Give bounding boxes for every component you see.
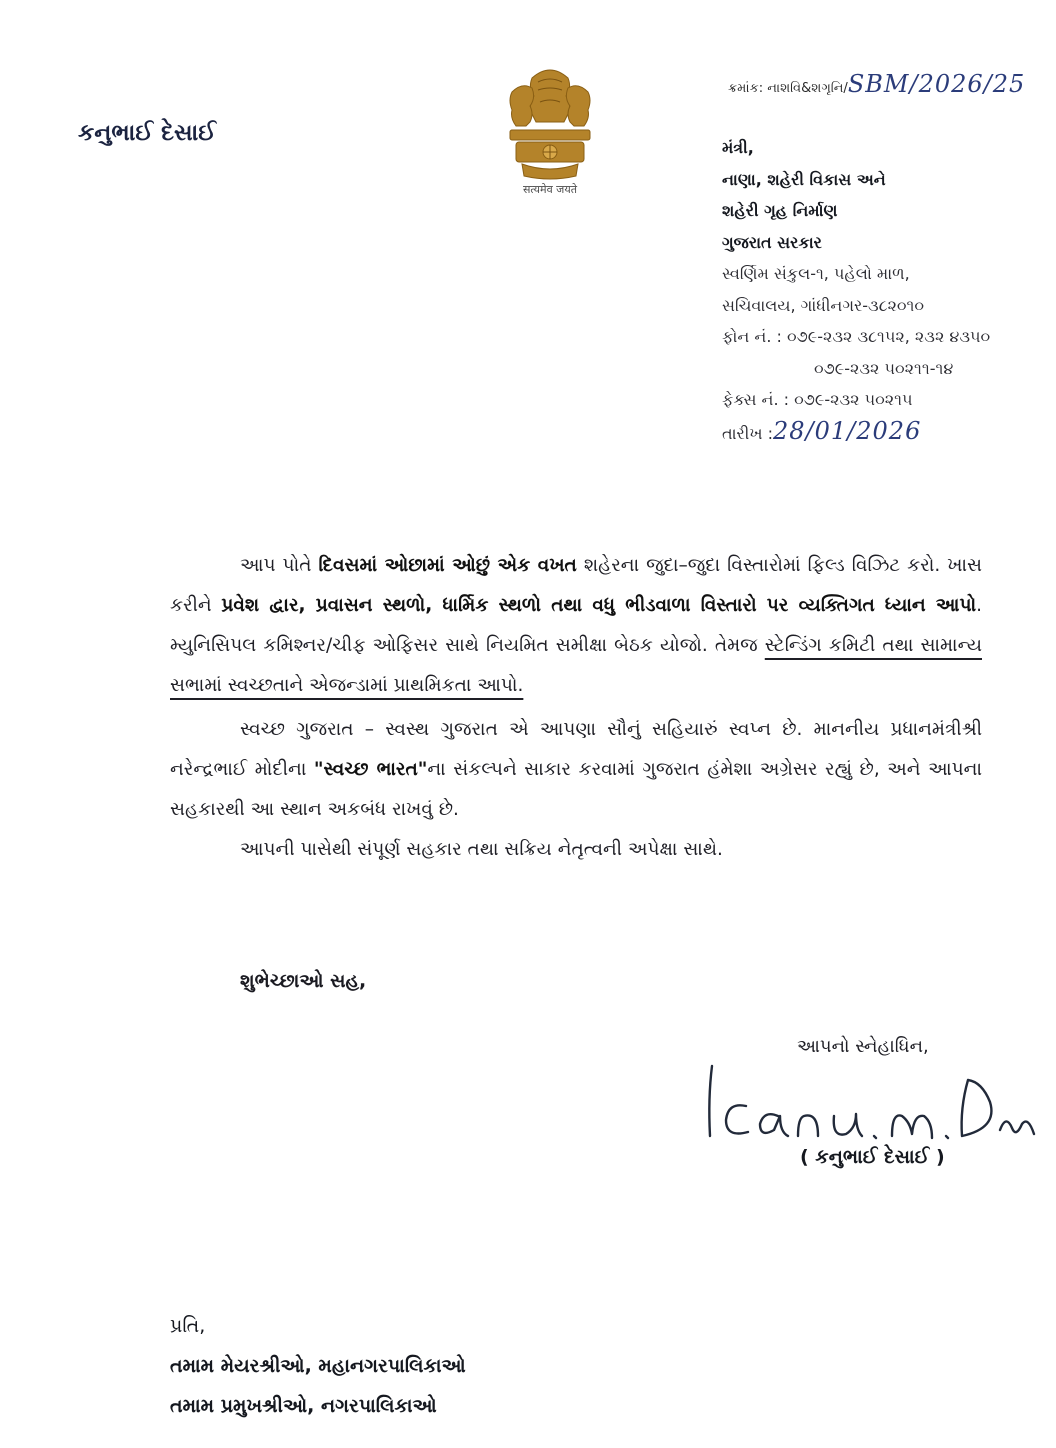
letter-date — [722, 416, 1056, 450]
emblem-motto: सत्यमेव जयते — [522, 183, 577, 196]
letter-body — [170, 546, 982, 870]
p1-bold-2: પ્રવેશ દ્વાર, પ્રવાસન સ્થળો, ધાર્મિક સ્થળો તથા વધુ ભીડવાળા વિસ્તારો પર વ્યક્તિગત ધ્યાન આપો — [221, 595, 977, 616]
p2-bold-1: "સ્વચ્છ ભારત" — [313, 759, 428, 780]
recipient-line-2: તમામ પ્રમુખશ્રીઓ, નગરપાલિકાઓ — [170, 1395, 437, 1417]
body-paragraph-2 — [170, 710, 982, 830]
p1-text-2: શહેરના જુદા–જુદા વિસ્તારોમાં ફિલ્ડ વિઝિટ કરો. ખાસ કરીને — [170, 555, 982, 616]
body-paragraph-1 — [170, 546, 982, 706]
p1-text-3: . મ્યુનિસિપલ કમિશ્નર/ચીફ ઓફિસર સાથે નિયમિત સમીક્ષા બેઠક યોજો. તેમજ — [170, 595, 982, 656]
office-portfolio-line-1: નાણા, શહેરી વિકાસ અને — [722, 169, 886, 189]
p2-text-2: ના સંકલ્પને સાકાર કરવામાં ગુજરાત હંમેશા અગ્રેસર રહ્યું છે, અને આપના સહકારથી આ સ્થાન અકબંધ રાખવું છે. — [170, 759, 982, 820]
office-government: ગુજરાત સરકાર — [722, 232, 822, 252]
date-label: તારીખ : — [722, 423, 774, 443]
office-address-line-2: સચિવાલય, ગાંધીનગર-૩૮૨૦૧૦ — [722, 295, 925, 315]
office-phone-line-2: ૦૭૯-૨૩૨ ૫૦૨૧૧-૧૪ — [814, 358, 954, 378]
national-emblem-icon — [502, 58, 598, 198]
reference-number: SBM/2026/25 — [847, 70, 1026, 98]
office-designation: મંત્રી, — [722, 138, 754, 157]
body-paragraph-3: આપની પાસેથી સંપૂર્ણ સહકાર તથા સક્રિય નેતૃત્વની અપેક્ષા સાથે. — [240, 839, 723, 860]
office-phone-line-1: ફોન નં. : ૦૭૯-૨૩૨ ૩૮૧૫૨, ૨૩૨ ૪૩૫૦ — [722, 327, 991, 346]
recipient-line-1: તમામ મેયરશ્રીઓ, મહાનગરપાલિકાઓ — [170, 1355, 466, 1377]
closing: આપનો સ્નેહાધિન, — [797, 1036, 929, 1057]
reference-line — [728, 70, 1025, 98]
date-value: 28/01/2026 — [773, 416, 922, 445]
p1-text-1: આપ પોતે — [240, 555, 319, 576]
recipients-block — [170, 1306, 466, 1426]
office-address-line-1: સ્વર્ણિમ સંકુલ-૧, પહેલો માળ, — [722, 264, 910, 283]
signatory-name: ( કનુભાઈ દેસાઈ ) — [800, 1146, 945, 1168]
p1-bold-1: દિવસમાં ઓછામાં ઓછું એક વખત — [318, 555, 577, 576]
p1-underlined: સ્ટેન્ડિંગ કમિટી તથા સામાન્ય સભામાં સ્વચ્છતાને એજન્ડામાં પ્રાથમિકતા આપો. — [170, 635, 982, 696]
recipients-label: પ્રતિ, — [170, 1315, 206, 1337]
office-address-block — [722, 132, 1056, 449]
office-fax: ફેક્સ નં. : ૦૭૯-૨૩૨ ૫૦૨૧૫ — [722, 390, 913, 409]
p2-text-1: સ્વચ્છ ગુજરાત – સ્વસ્થ ગુજરાત એ આપણા સૌનું સહિયારું સ્વપ્ન છે. માનનીય પ્રધાનમંત્રીશ્રી નરેન્દ્રભાઈ મોદીના — [170, 719, 982, 780]
office-portfolio-line-2: શહેરી ગૃહ નિર્માણ — [722, 201, 838, 220]
reference-label: ક્રમાંક: નાશવિ&શગૃનિ/ — [728, 81, 848, 96]
greeting: શુભેચ્છાઓ સહ, — [240, 970, 367, 992]
minister-name: કનુભાઈ દેસાઈ — [78, 120, 217, 146]
